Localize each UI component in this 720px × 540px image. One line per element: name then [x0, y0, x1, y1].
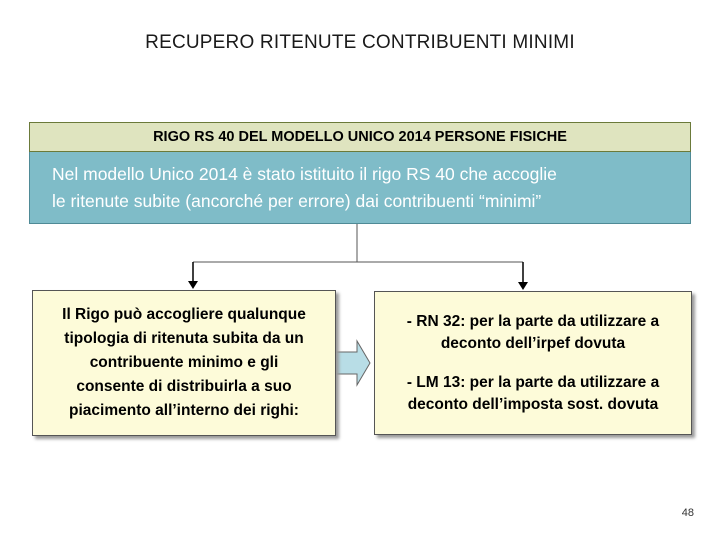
- rigo-description-text: [62, 303, 306, 423]
- rigo-description-line-4: consente di distribuirla a suo: [76, 378, 292, 395]
- rigo-description-line-3: contribuente minimo e gli: [89, 354, 279, 371]
- right-arrowhead-icon: [518, 282, 528, 290]
- rn32-line-1: - RN 32: per la parte da utilizzare a: [406, 312, 660, 330]
- lm13-item: [381, 372, 685, 416]
- right-block-arrow-icon: [333, 341, 370, 385]
- rigo-description-box: [32, 290, 336, 436]
- rn32-line-2: deconto dell’irpef dovuta: [440, 334, 626, 352]
- main-description-line-2: le ritenute subite (ancorché per errore) dai contribuenti “minimi”: [52, 190, 542, 211]
- rn32-item: [381, 311, 685, 355]
- rigo-description-line-1: Il Rigo può accogliere qualunque: [62, 306, 306, 323]
- lm13-line-2: deconto dell’imposta sost. dovuta: [407, 395, 659, 413]
- lm13-line-1: - LM 13: per la parte da utilizzare a: [406, 373, 660, 391]
- page-number: 48: [681, 507, 694, 519]
- rs40-header-label: RIGO RS 40 DEL MODELLO UNICO 2014 PERSONE FISICHE: [153, 129, 567, 145]
- destination-rows-box: [374, 291, 692, 435]
- main-description-line-1: Nel modello Unico 2014 è stato istituito il rigo RS 40 che accoglie: [52, 163, 557, 184]
- rigo-description-line-5: piacimento all’interno dei righi:: [69, 402, 299, 419]
- slide-title: RECUPERO RITENUTE CONTRIBUENTI MINIMI: [145, 32, 575, 53]
- rigo-description-line-2: tipologia di ritenuta subita da un: [64, 330, 304, 347]
- left-arrowhead-icon: [188, 281, 198, 289]
